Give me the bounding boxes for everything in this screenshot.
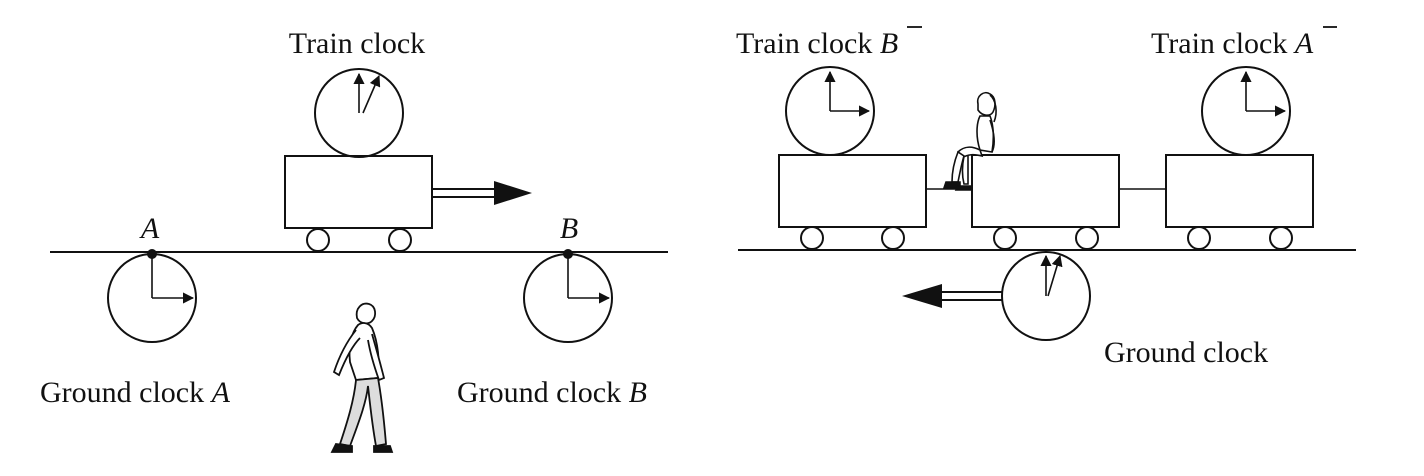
train-motion-arrow [432,181,532,205]
right-car-2-wheel-1 [994,227,1016,249]
left-car-wheel-2 [389,229,411,251]
right-panel [736,27,1356,369]
point-b-label: B [559,212,579,245]
train-clock-b-bar [786,67,874,155]
train-clock-a-bar [1202,67,1290,155]
right-car-3-wheel-1 [1188,227,1210,249]
ground-clock-a [108,249,196,342]
right-car-1 [779,155,926,227]
train-clock [315,69,403,157]
train-clock-label: Train clock [288,27,426,60]
train-clock-a-bar-label: Train clock A [1151,27,1314,60]
train-clock-b-bar-label: Train clock B [736,27,899,60]
right-car-2-wheel-2 [1076,227,1098,249]
ground-clock-b-label: Ground clock B [457,376,647,409]
right-car-2 [972,155,1119,227]
right-car-1-wheel-2 [882,227,904,249]
ground-motion-arrow [902,284,1002,308]
sitting-person-figure [944,93,996,190]
point-a-dot [147,249,157,259]
right-car-3-wheel-2 [1270,227,1292,249]
left-panel [40,27,668,452]
walking-person-figure [332,304,392,452]
ground-clock-a-label: Ground clock A [40,376,230,409]
ground-clock-b [524,249,612,342]
point-b-dot [563,249,573,259]
point-a-label: A [140,212,160,245]
left-train-car [285,156,432,228]
ground-clock-right [1002,252,1090,340]
right-car-1-wheel-1 [801,227,823,249]
left-car-wheel-1 [307,229,329,251]
ground-clock-label: Ground clock [1104,336,1269,369]
right-car-3 [1166,155,1313,227]
